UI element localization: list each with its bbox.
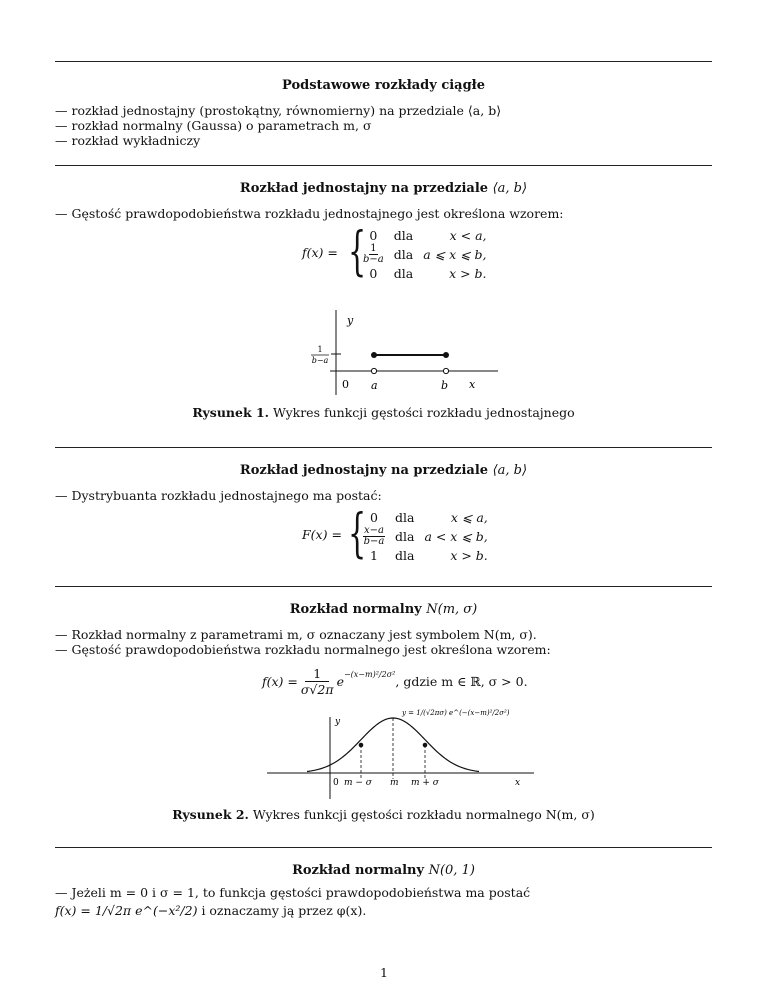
x-label: x (469, 378, 476, 391)
filled-endpoint (443, 352, 449, 358)
case-condition: a < x ⩽ b, (424, 529, 488, 544)
caption-text: Wykres funkcji gęstości rozkładu jednostajnego (273, 405, 575, 420)
caption-label: Rysunek 2. (172, 807, 249, 822)
case-condition: x ⩽ a, (450, 510, 488, 525)
density-cases (358, 227, 492, 282)
title-text: Rozkład normalny (289, 602, 422, 617)
formula-tail: , gdzie m ∈ ℝ, σ > 0. (395, 673, 528, 689)
figure1-caption (55, 405, 712, 420)
case-word: dla (394, 548, 415, 563)
case-value (358, 244, 389, 265)
standard-normal-line-1: — Jeżeli m = 0 i σ = 1, to funkcja gęstości prawdopodobieństwa ma postać (55, 885, 531, 900)
section-rule (55, 165, 712, 166)
phi-formula: f(x) = 1/√2π e^(−x²/2) (55, 903, 198, 918)
title-math: ⟨a, b⟩ (492, 181, 528, 196)
level-denominator: b−a (311, 356, 329, 365)
m-minus-sigma-label: m − σ (344, 778, 372, 788)
frac-denominator: b−a (363, 536, 385, 547)
density-intro: — Gęstość prawdopodobieństwa rozkładu jednostajnego jest określona wzorem: (55, 206, 564, 221)
y-label: y (347, 314, 354, 327)
case-condition: a ⩽ x ⩽ b, (423, 247, 487, 262)
section-title-uniform-cdf (55, 463, 712, 478)
case-row (358, 227, 492, 244)
section-rule (55, 586, 712, 587)
b-label: b (441, 379, 449, 392)
cdf-cases (358, 509, 493, 564)
m-plus-sigma-label: m + σ (411, 778, 439, 788)
normal-line-2: — Gęstość prawdopodobieństwa rozkładu normalnego jest określona wzorem: (55, 642, 551, 657)
section-title-uniform-density (55, 181, 712, 196)
frac-denominator: b−a (363, 254, 384, 265)
case-row (358, 244, 492, 265)
section-title-normal (55, 602, 712, 617)
left-brace: { (348, 504, 367, 564)
case-row (358, 265, 492, 282)
case-value: 0 (369, 228, 378, 243)
case-word: dla (394, 510, 415, 525)
case-value: 1 (370, 548, 378, 563)
list-item: — rozkład jednostajny (prostokątny, równomierny) na przedziale ⟨a, b⟩ (55, 103, 502, 118)
section-title-continuous: Podstawowe rozkłady ciągłe (282, 78, 485, 93)
page-number: 1 (380, 965, 388, 980)
caption-label: Rysunek 1. (192, 405, 270, 420)
open-endpoint (443, 368, 448, 373)
title-text: Rozkład normalny (292, 863, 425, 878)
case-word: dla (394, 529, 415, 544)
level-numerator: 1 (317, 345, 323, 354)
formula-lhs: f(x) = (262, 673, 298, 689)
case-condition: x > b. (449, 266, 487, 281)
cdf-lhs: F(x) = (302, 527, 342, 542)
case-word: dla (393, 247, 414, 262)
case-condition: x > b. (450, 548, 488, 563)
case-condition: x < a, (449, 228, 487, 243)
case-row (358, 526, 493, 547)
formula-exponent: −(x−m)²/2σ² (343, 669, 396, 679)
section-rule (55, 447, 712, 448)
list-item: — rozkład wykładniczy (55, 133, 201, 148)
formula-e: e (336, 673, 344, 689)
top-rule (55, 61, 712, 62)
case-row (358, 547, 493, 564)
normal-density-formula (262, 663, 528, 699)
formula-numerator: 1 (305, 666, 329, 682)
case-word: dla (393, 266, 414, 281)
origin-label: 0 (333, 778, 339, 788)
origin-label: 0 (342, 378, 349, 391)
m-label: m (390, 778, 399, 788)
frac-numerator: x−a (364, 525, 384, 536)
open-endpoint (371, 368, 376, 373)
formula-fraction (301, 666, 334, 697)
inflection-point (359, 743, 364, 748)
normal-line-1: — Rozkład normalny z parametrami m, σ oznaczany jest symbolem N(m, σ). (55, 627, 537, 642)
x-label: x (515, 778, 521, 788)
density-lhs: f(x) = (302, 245, 338, 260)
case-value (358, 526, 390, 547)
inflection-point (423, 743, 428, 748)
y-label: y (335, 717, 341, 727)
section-rule (55, 847, 712, 848)
a-label: a (371, 379, 378, 392)
formula-denominator: σ√2π (300, 681, 334, 697)
title-math: ⟨a, b⟩ (492, 463, 528, 478)
case-value: 0 (369, 266, 378, 281)
left-brace: { (348, 222, 367, 282)
caption-text: Wykres funkcji gęstości rozkładu normalnego N(m, σ) (252, 807, 595, 822)
title-math: N(0, 1) (428, 863, 475, 878)
standard-normal-line-2 (55, 903, 366, 918)
case-value: 0 (370, 510, 378, 525)
list-item: — rozkład normalny (Gaussa) o parametrach m, σ (55, 118, 372, 133)
title-text: Rozkład jednostajny na przedziale (239, 463, 489, 478)
title-math: N(m, σ) (426, 602, 478, 617)
figure2-caption (55, 807, 712, 822)
cdf-intro: — Dystrybuanta rozkładu jednostajnego ma postać: (55, 488, 382, 503)
case-word: dla (393, 228, 414, 243)
title-text: Rozkład jednostajny na przedziale (239, 181, 489, 196)
case-row (358, 509, 493, 526)
normal-density-graph (262, 703, 537, 803)
curve-label: y = 1/(√2πσ) e^(−(x−m)²/2σ²) (402, 709, 510, 717)
phi-text: i oznaczamy ją przez φ(x). (201, 903, 367, 918)
frac-numerator: 1 (370, 243, 377, 254)
section-title-standard-normal (55, 863, 712, 878)
filled-endpoint (371, 352, 377, 358)
uniform-density-graph (300, 305, 500, 400)
